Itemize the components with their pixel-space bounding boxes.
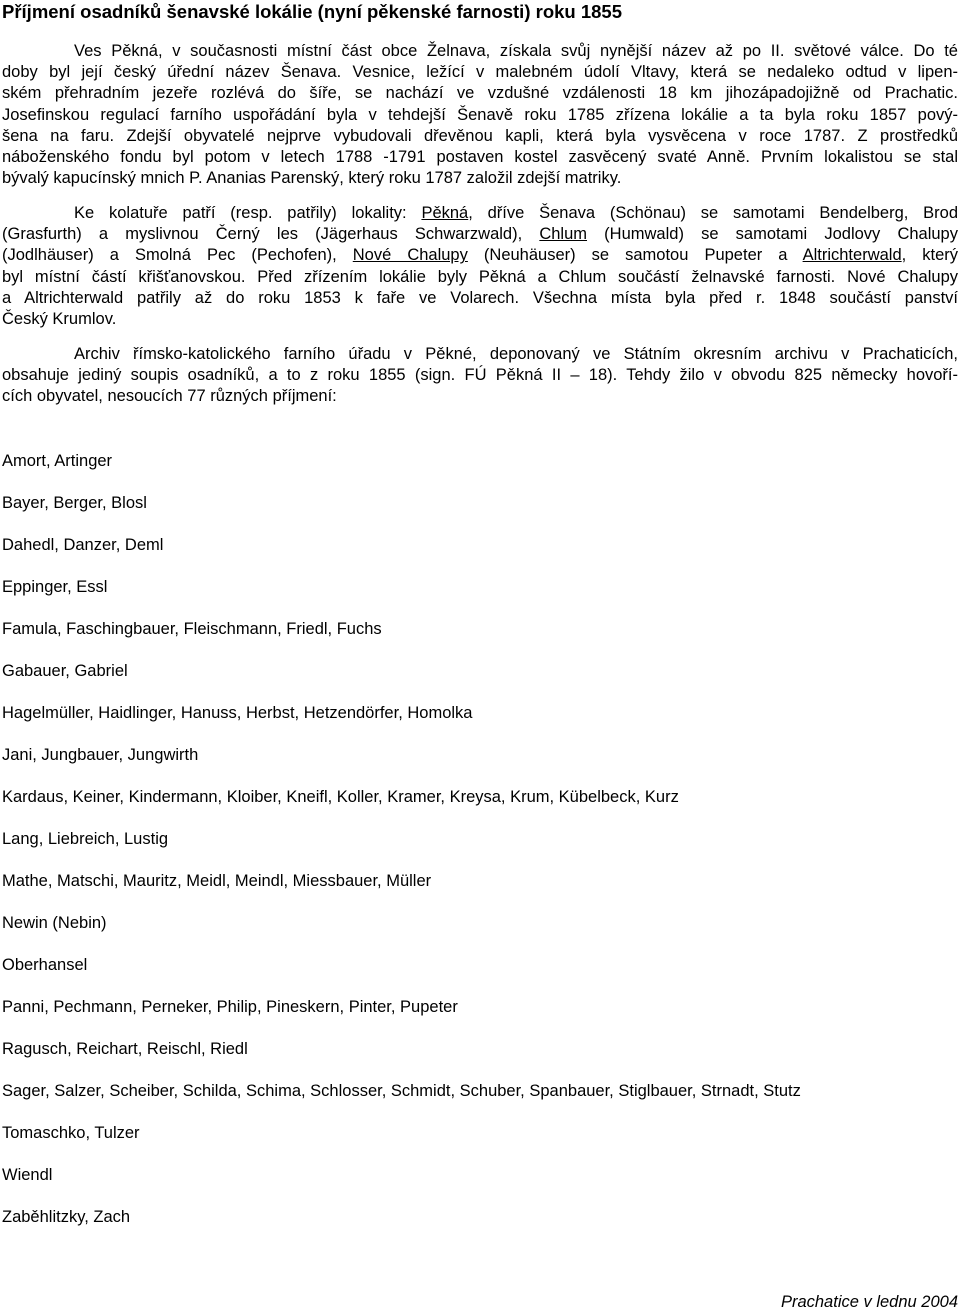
surname-group: Hagelmüller, Haidlinger, Hanuss, Herbst, Hetzendörfer, Homolka [2, 704, 473, 722]
locality-name-nove-chalupy: Nové Chalupy [352, 246, 468, 265]
text-run: Ke kolatuře patří (resp. patřily) lokality: [74, 204, 422, 222]
paragraph-line [2, 245, 958, 266]
locality-name-altrichterwald: Altrichterwald [802, 246, 902, 265]
text-run: , který [901, 246, 959, 265]
surname-group: Dahedl, Danzer, Deml [2, 536, 164, 554]
paragraph-line: Ves Pěkná, v současnosti místní část obce Želnava, získala svůj nynější název až po II. světové válce. Do té [74, 42, 958, 60]
paragraph-line: šena na faru. Zdejší obyvatelé nejprve vybudovali dřevěnou kapli, která byla vysvěcena v roce 1787. Z prostředků [2, 126, 958, 145]
place-date-signature: Prachatice v lednu 2004 [780, 1293, 958, 1311]
text-run: (Grasfurth) a myslivnou Černý les (Jägerhaus Schwarzwald), [2, 225, 540, 244]
surname-group: Wiendl [2, 1166, 53, 1184]
surname-group: Gabauer, Gabriel [2, 662, 128, 680]
locality-name-chlum: Chlum [539, 225, 588, 244]
surname-group: Tomaschko, Tulzer [2, 1124, 140, 1142]
paragraph-line: doby byl její český úřední název Šenava. Vesnice, ležící v malebném údolí Vltavy, která se nedaleko odtud v lipen- [2, 63, 958, 82]
surname-group: Mathe, Matschi, Mauritz, Meidl, Meindl, Miessbauer, Müller [2, 872, 432, 890]
paragraph-line [2, 224, 958, 245]
localities-paragraph [2, 203, 958, 330]
text-run: , dříve Šenava (Schönau) se samotami Bendelberg, Brod [468, 204, 959, 222]
paragraph-line [2, 203, 958, 224]
surname-group: Oberhansel [2, 956, 88, 974]
surname-group: Zaběhlitzky, Zach [2, 1208, 131, 1226]
paragraph-line: cích obyvatel, nesoucích 77 různých příjmení: [2, 387, 337, 406]
archive-paragraph [2, 344, 958, 408]
surname-group: Panni, Pechmann, Perneker, Philip, Pineskern, Pinter, Pupeter [2, 998, 458, 1016]
surname-group: Famula, Faschingbauer, Fleischmann, Friedl, Fuchs [2, 620, 382, 638]
surname-group: Lang, Liebreich, Lustig [2, 830, 169, 848]
document-title: Příjmení osadníků šenavské lokálie (nyní pěkenské farnosti) roku 1855 [2, 1, 623, 22]
paragraph-line: Josefinskou regulací farního uspořádání byla v tehdejší Šenavě roku 1785 zřízena lokálie a ta byla roku 1857 pový- [2, 105, 958, 124]
text-run: (Humwald) se samotami Jodlovy Chalupy [587, 225, 958, 244]
paragraph-line: bývalý kapucínský mnich P. Ananias Parenský, který roku 1787 založil zdejší matriky. [2, 169, 622, 188]
surname-group: Kardaus, Keiner, Kindermann, Kloiber, Kneifl, Koller, Kramer, Kreysa, Krum, Kübelbeck, Kurz [2, 788, 679, 806]
paragraph-line: byl místní částí křišťanovskou. Před zřízením lokálie byly Pěkná a Chlum součástí želnavské farnosti. Nové Chalupy [2, 267, 958, 286]
surname-group: Jani, Jungbauer, Jungwirth [2, 746, 199, 764]
paragraph-line: a Altrichterwald patřily až do roku 1853 k faře ve Volarech. Všechna místa byla před r. 1848 součástí panství [2, 288, 958, 307]
surname-group: Bayer, Berger, Blosl [2, 494, 147, 512]
surname-group: Newin (Nebin) [2, 914, 107, 932]
surname-group: Sager, Salzer, Scheiber, Schilda, Schima, Schlosser, Schmidt, Schuber, Spanbauer, Stiglbauer, Strnadt, Stutz [2, 1082, 801, 1100]
paragraph-line: ském přehradním jezeře rozlévá do šíře, se nachází ve vzdušné vzdálenosti 18 km jihozápadojižně od Prachatic. [2, 84, 958, 103]
text-run: (Jodlhäuser) a Smolná Pec (Pechofen), [2, 246, 353, 265]
locality-name-pekna: Pěkná [421, 204, 469, 222]
text-run: (Neuhäuser) se samotou Pupeter a [467, 246, 803, 265]
surname-group: Amort, Artinger [2, 452, 113, 470]
surname-group: Eppinger, Essl [2, 578, 108, 596]
paragraph-line: Český Krumlov. [2, 309, 117, 328]
paragraph-line: náboženského fondu byl potom v letech 1788 -1791 postaven kostel zasvěcený svaté Anně. Prvním lokalistou se stal [2, 147, 958, 166]
paragraph-line: Archiv římsko-katolického farního úřadu v Pěkné, deponovaný ve Státním okresním archivu v Prachaticích, [74, 345, 958, 363]
paragraph-line: obsahuje jediný soupis osadníků, a to z roku 1855 (sign. FÚ Pěkná II – 18). Tehdy žilo v obvodu 825 německy hovoří- [2, 366, 958, 385]
intro-paragraph [2, 41, 958, 189]
surname-group: Ragusch, Reichart, Reischl, Riedl [2, 1040, 248, 1058]
